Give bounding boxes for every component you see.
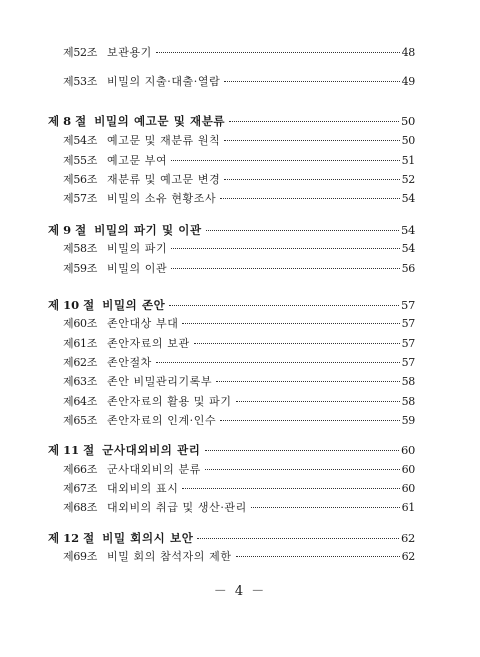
dot-leader: [224, 179, 399, 180]
toc-article: [63, 261, 415, 277]
entry-title: 비밀의 이관: [107, 262, 168, 275]
dot-leader: [194, 343, 400, 344]
dot-leader: [171, 248, 399, 249]
entry-title: 존안 비밀관리기록부: [107, 375, 213, 388]
article-number: 제61조: [63, 337, 98, 350]
entry-title: 비밀 회의시 보안: [102, 531, 194, 545]
page-ref: 54: [401, 192, 415, 205]
dot-leader: [182, 323, 399, 324]
article-number: 제63조: [63, 375, 98, 388]
dot-leader: [220, 420, 399, 421]
toc-section: [48, 442, 415, 458]
page-ref: 62: [401, 550, 415, 563]
entry-title: 대외비의 표시: [107, 482, 179, 495]
page-ref: 57: [401, 337, 415, 350]
toc-article: [63, 413, 415, 429]
toc-article: [63, 355, 415, 371]
entry-title: 군사대외비의 분류: [107, 463, 201, 476]
page-ref: 60: [400, 443, 415, 457]
page-ref: 59: [401, 414, 415, 427]
dot-leader: [236, 556, 400, 557]
toc-article: [63, 394, 415, 410]
page-ref: 62: [400, 531, 415, 545]
dot-leader: [224, 81, 399, 82]
toc-article: [63, 500, 415, 516]
page-ref: 54: [401, 242, 415, 255]
article-number: 제57조: [63, 192, 98, 205]
article-number: 제66조: [63, 463, 98, 476]
entry-title: 존안대상 부대: [107, 317, 179, 330]
article-number: 제67조: [63, 482, 98, 495]
toc-article: [63, 133, 415, 149]
dot-leader: [197, 538, 399, 539]
article-number: 제52조: [63, 46, 98, 59]
dot-leader: [205, 450, 399, 451]
article-number: 제65조: [63, 414, 98, 427]
dot-leader: [171, 268, 399, 269]
entry-title: 예고문 부여: [107, 154, 168, 167]
page-number: － 4 －: [213, 584, 267, 599]
toc-article: [63, 336, 415, 352]
dot-leader: [216, 381, 399, 382]
section-number: 제 10 절: [48, 298, 95, 312]
entry-title: 비밀의 파기 및 이관: [94, 223, 202, 237]
dot-leader: [156, 52, 400, 53]
page-ref: 52: [401, 173, 415, 186]
entry-title: 비밀의 파기: [107, 242, 168, 255]
page-ref: 57: [400, 298, 415, 312]
entry-title: 비밀의 소유 현황조사: [107, 192, 217, 205]
page-ref: 58: [401, 395, 415, 408]
dot-leader: [251, 507, 400, 508]
toc-article: [63, 45, 415, 61]
toc-article: [63, 241, 415, 257]
article-number: 제59조: [63, 262, 98, 275]
article-number: 제68조: [63, 501, 98, 514]
dot-leader: [205, 469, 400, 470]
entry-title: 존안절차: [107, 356, 152, 369]
entry-title: 재분류 및 예고문 변경: [107, 173, 221, 186]
article-number: 제58조: [63, 242, 98, 255]
dot-leader: [236, 401, 400, 402]
article-number: 제56조: [63, 173, 98, 186]
toc-article: [63, 316, 415, 332]
toc-article: [63, 374, 415, 390]
article-number: 제53조: [63, 75, 98, 88]
page-ref: 56: [401, 262, 415, 275]
page-ref: 57: [401, 356, 415, 369]
entry-title: 비밀의 예고문 및 재분류: [94, 114, 226, 128]
page-ref: 57: [401, 317, 415, 330]
page-ref: 51: [401, 154, 415, 167]
page-ref: 61: [401, 501, 415, 514]
page-ref: 49: [401, 75, 415, 88]
page-ref: 60: [401, 482, 415, 495]
page-ref: 48: [401, 46, 415, 59]
section-number: 제 8 절: [48, 114, 87, 128]
toc-section: [48, 297, 415, 313]
toc-article: [63, 74, 415, 90]
page-ref: 50: [401, 134, 415, 147]
toc-article: [63, 481, 415, 497]
article-number: 제54조: [63, 134, 98, 147]
dot-leader: [171, 160, 399, 161]
toc-article: [63, 172, 415, 188]
dot-leader: [169, 305, 399, 306]
toc-article: [63, 549, 415, 565]
section-number: 제 12 절: [48, 531, 95, 545]
page-ref: 54: [400, 223, 415, 237]
article-number: 제62조: [63, 356, 98, 369]
page-ref: 60: [401, 463, 415, 476]
entry-title: 존안자료의 활용 및 파기: [107, 395, 232, 408]
page-ref: 58: [401, 375, 415, 388]
entry-title: 비밀의 지출·대출·열람: [107, 75, 221, 88]
dot-leader: [220, 198, 399, 199]
toc-section: [48, 113, 415, 129]
entry-title: 대외비의 취급 및 생산·관리: [107, 501, 247, 514]
toc-section: [48, 222, 415, 238]
article-number: 제69조: [63, 550, 98, 563]
dot-leader: [156, 362, 400, 363]
article-number: 제55조: [63, 154, 98, 167]
entry-title: 존안자료의 보관: [107, 337, 190, 350]
entry-title: 비밀의 존안: [102, 298, 166, 312]
dot-leader: [224, 140, 399, 141]
toc-article: [63, 191, 415, 207]
toc-article: [63, 462, 415, 478]
entry-title: 예고문 및 재분류 원칙: [107, 134, 221, 147]
page-ref: 50: [400, 114, 415, 128]
entry-title: 군사대외비의 관리: [102, 443, 201, 457]
section-number: 제 9 절: [48, 223, 87, 237]
article-number: 제64조: [63, 395, 98, 408]
toc-article: [63, 153, 415, 169]
entry-title: 보관용기: [107, 46, 152, 59]
section-number: 제 11 절: [48, 443, 95, 457]
entry-title: 비밀 회의 참석자의 제한: [107, 550, 232, 563]
article-number: 제60조: [63, 317, 98, 330]
toc-section: [48, 530, 415, 546]
dot-leader: [182, 488, 399, 489]
entry-title: 존안자료의 인계·인수: [107, 414, 217, 427]
dot-leader: [229, 121, 399, 122]
dot-leader: [206, 230, 399, 231]
